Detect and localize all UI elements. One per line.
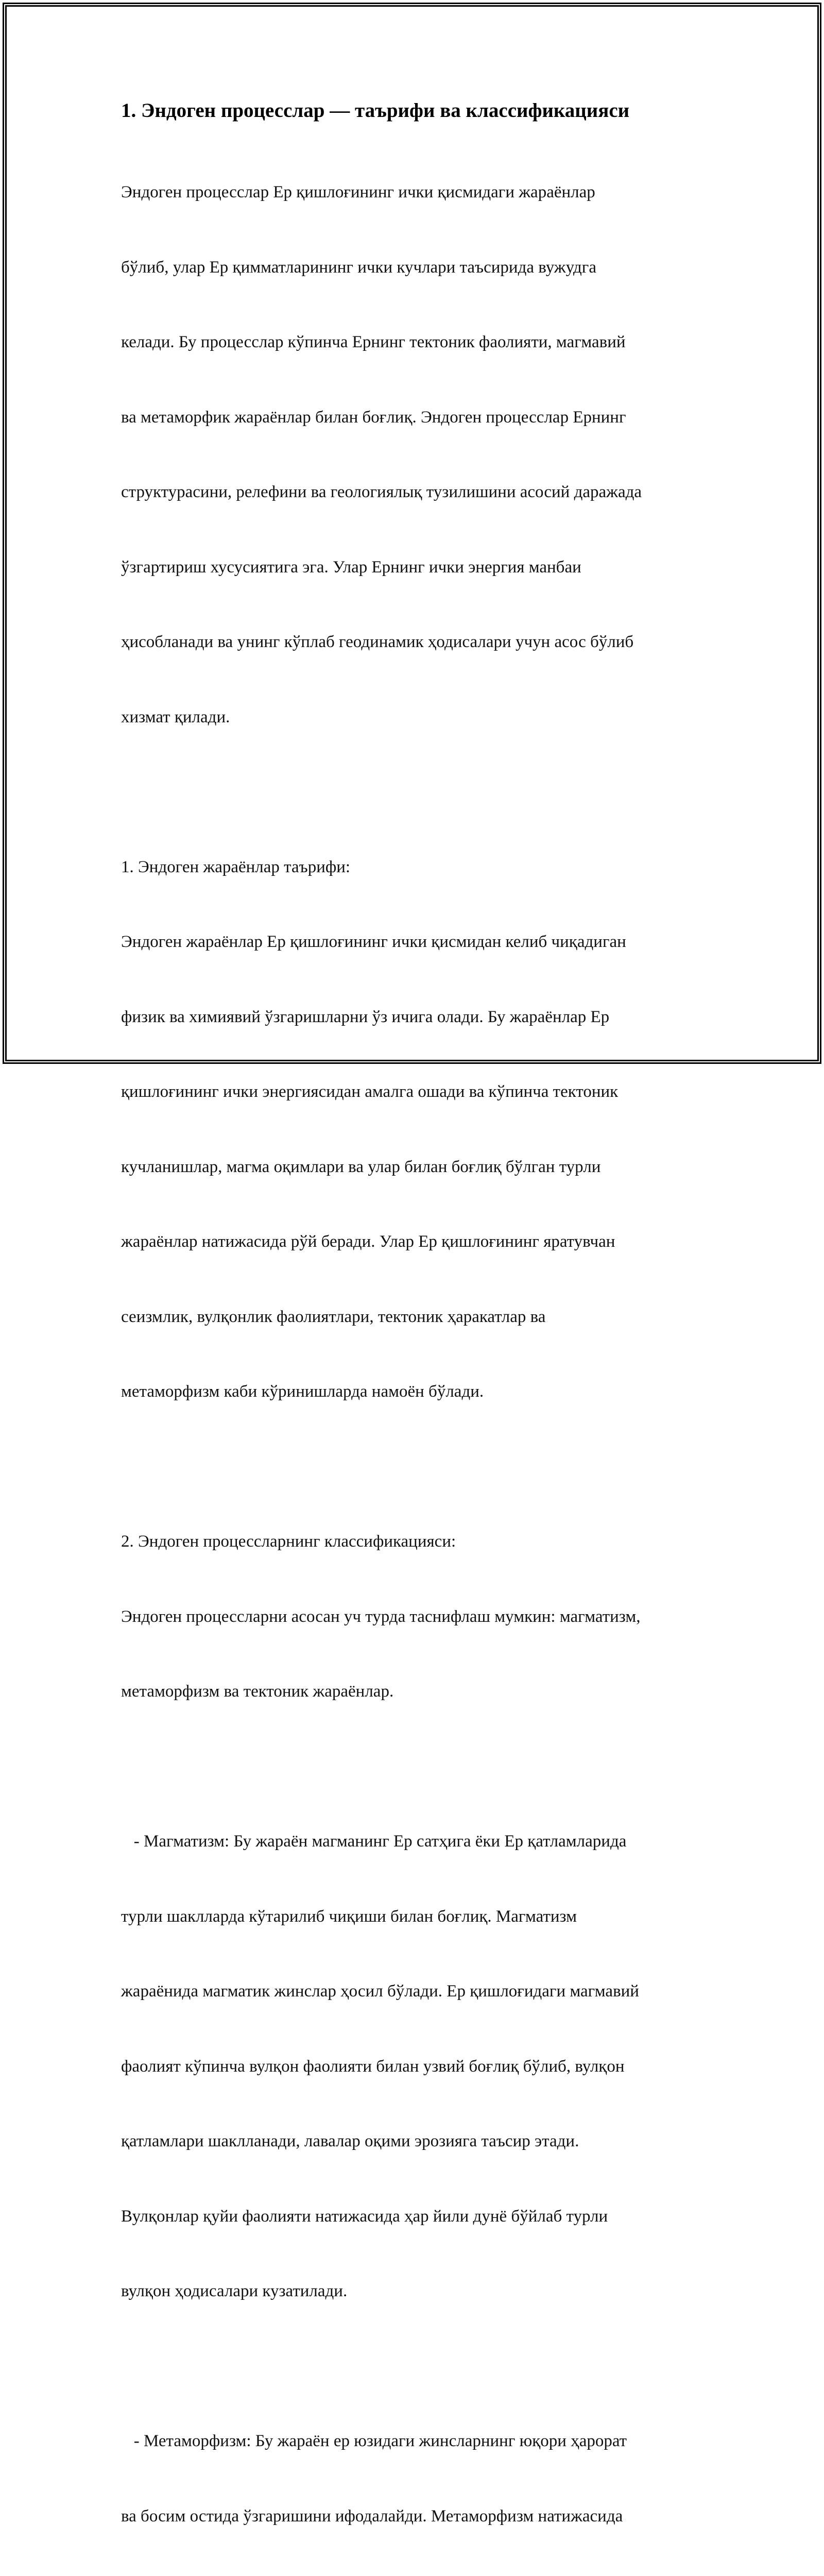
text-line: Вулқонлар қуйи фаолияти натижасида ҳар йили дунё бўйлаб турли [121, 2207, 608, 2226]
subheading-classification: 2. Эндоген процессларнинг классификацияси: [121, 1532, 456, 1551]
list-item-metamorphism: - Метаморфизм: Бу жараён ер юзидаги жинсларнинг юқори ҳарорат [121, 2432, 627, 2450]
text-line: қатламлари шаклланади, лавалар оқими эрозияга таъсир этади. [121, 2132, 579, 2150]
text-line: сеизмлик, вулқонлик фаолиятлари, тектоник ҳаракатлар ва [121, 1307, 546, 1326]
text-line: ва метаморфик жараёнлар билан боғлиқ. Эндоген процесслар Ернинг [121, 408, 626, 427]
text-line: жараёнида магматик жинслар ҳосил бўлади. Ер қишлоғидаги магмавий [121, 1982, 639, 2001]
text-line: ўзгартириш хусусиятига эга. Улар Ернинг ички энергия манбаи [121, 557, 581, 577]
list-item-magmatism: - Магматизм: Бу жараён магманинг Ер сатҳига ёки Ер қатламларида [121, 1832, 627, 1851]
text-line: турли шаклларда кўтарилиб чиқиши билан боғлиқ. Магматизм [121, 1907, 577, 1926]
text-line: келади. Бу процесслар кўпинча Ернинг тектоник фаолияти, магмавий [121, 333, 626, 351]
text-line: Эндоген процесслар Ер қишлоғининг ички қисмидаги жараёнлар [121, 183, 595, 201]
blank-line [121, 779, 703, 805]
text-line: ҳисобланади ва унинг кўплаб геодинамик ҳодисалари учун асос бўлиб [121, 633, 634, 651]
document-body [121, 93, 703, 2576]
text-line: бўлиб, улар Ер қимматларининг ички кучлари таъсирида вужудга [121, 258, 596, 277]
text-line: қишлоғининг ички энергиясидан амалга ошади ва кўпинча тектоник [121, 1082, 619, 1101]
section-heading: 1. Эндоген процесслар — таърифи ва классификацияси [121, 99, 630, 122]
text-line: структурасини, релефини ва геологиялық тузилишини асосий даражада [121, 483, 642, 501]
text-line: кучланишлар, магма оқимлари ва улар билан боғлиқ бўлган турли [121, 1157, 601, 1176]
text-line: физик ва химиявий ўзгаришларни ўз ичига олади. Бу жараёнлар Ер [121, 1007, 610, 1026]
text-line: метаморфизм ва тектоник жараёнлар. [121, 1682, 394, 1701]
blank-line [121, 2354, 703, 2379]
blank-line [121, 1454, 703, 1480]
text-line: жараёнлар натижасида рўй беради. Улар Ер қишлоғининг яратувчан [121, 1232, 615, 1251]
text-line: Эндоген жараёнлар Ер қишлоғининг ички қисмидан келиб чиқадиган [121, 933, 626, 951]
blank-line [121, 1754, 703, 1780]
section-text [121, 130, 703, 2576]
text-line: ва босим остида ўзгаришини ифодалайди. Метаморфизм натижасида [121, 2506, 623, 2526]
subheading-definition: 1. Эндоген жараёнлар таърифи: [121, 857, 351, 876]
text-line: хизмат қилади. [121, 707, 230, 726]
text-line: фаолият кўпинча вулқон фаолияти билан узвий боғлиқ бўлиб, вулқон [121, 2057, 625, 2076]
text-line: метаморфизм каби кўринишларда намоён бўлади. [121, 1382, 484, 1401]
text-line: Эндоген процессларни асосан уч турда таснифлаш мумкин: магматизм, [121, 1607, 641, 1626]
text-line: вулқон ҳодисалари кузатилади. [121, 2282, 348, 2300]
